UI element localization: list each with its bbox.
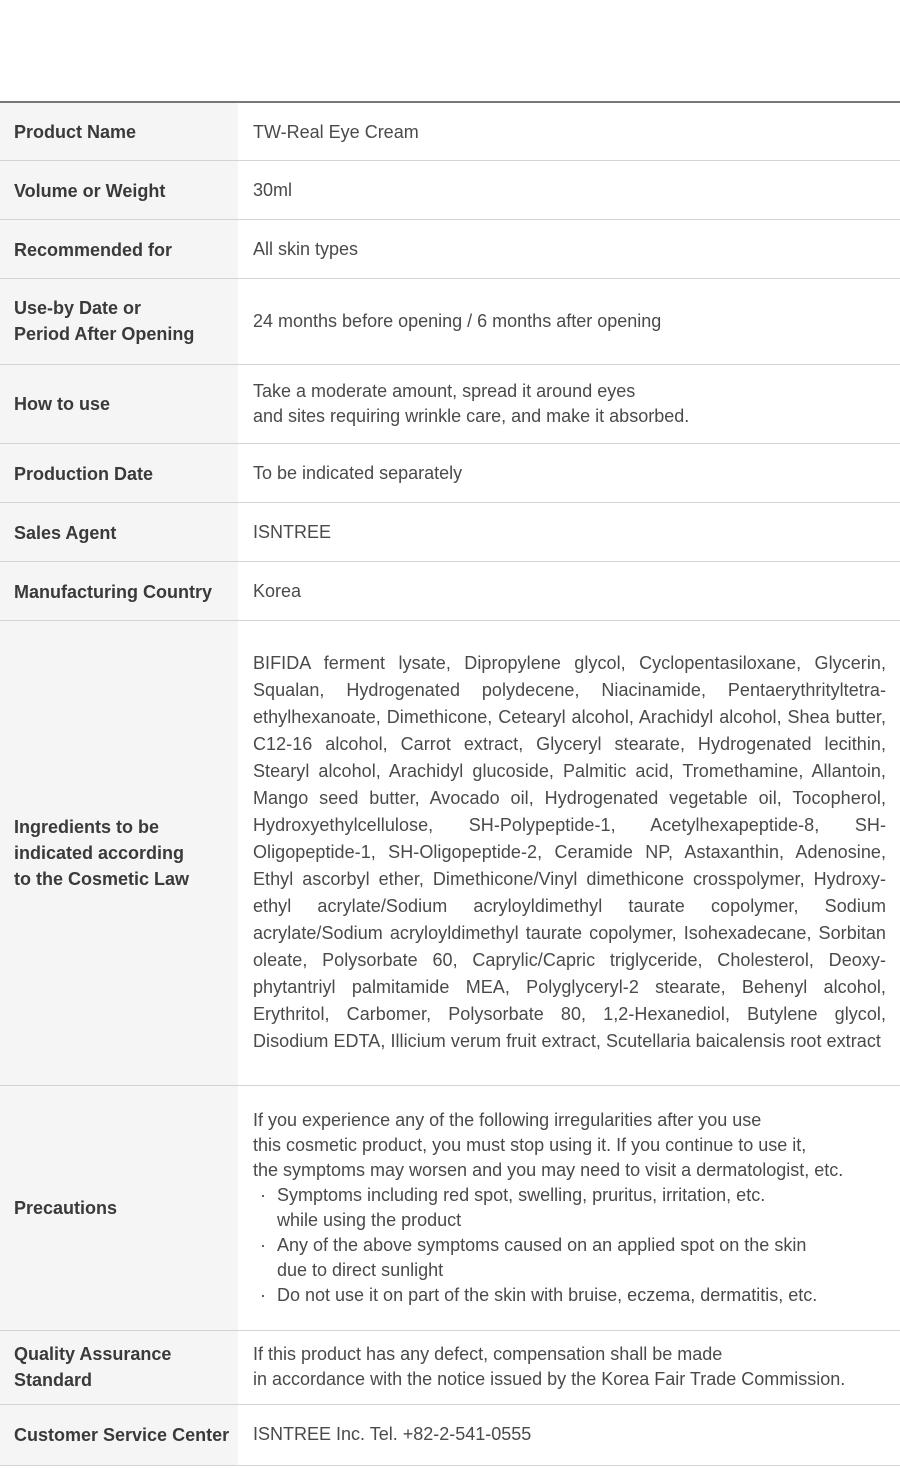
row-value xyxy=(238,1330,900,1404)
row-value: 24 months before opening / 6 months after opening xyxy=(238,278,900,364)
top-whitespace xyxy=(0,0,900,101)
table-row-sales-agent xyxy=(0,502,900,561)
row-label: Customer Service Center xyxy=(0,1404,238,1465)
precaution-bullet xyxy=(253,1233,886,1283)
row-label: Manufacturing Country xyxy=(0,561,238,620)
row-label: Product Name xyxy=(0,102,238,160)
bullet-line: Do not use it on part of the skin with bruise, eczema, dermatitis, etc. xyxy=(277,1284,818,1305)
table-row-use-by-date xyxy=(0,278,900,364)
value-line: in accordance with the notice issued by the Korea Fair Trade Commission. xyxy=(253,1369,846,1389)
row-value: Korea xyxy=(238,561,900,620)
row-label: Recommended for xyxy=(0,219,238,278)
precaution-intro-line: If you experience any of the following irregularities after you use xyxy=(253,1109,762,1130)
row-value xyxy=(238,620,900,1085)
bullet-line: due to direct sunlight xyxy=(277,1259,444,1280)
value-line: If this product has any defect, compensation shall be made xyxy=(253,1344,723,1364)
precaution-intro-line: this cosmetic product, you must stop using it. If you continue to use it, xyxy=(253,1134,807,1155)
table-row-how-to-use xyxy=(0,364,900,443)
label-line: to the Cosmetic Law xyxy=(14,868,190,889)
label-line: Period After Opening xyxy=(14,324,195,344)
label-line: Ingredients to be xyxy=(14,816,160,837)
table-row-production-date xyxy=(0,443,900,502)
row-value: ISNTREE xyxy=(238,502,900,561)
bullet-dot-icon: · xyxy=(260,1284,266,1305)
bullet-dot-icon: · xyxy=(260,1184,266,1205)
row-value: 30ml xyxy=(238,160,900,219)
row-label xyxy=(0,1330,238,1404)
row-value xyxy=(238,364,900,443)
bullet-dot-icon: · xyxy=(260,1234,266,1255)
precaution-intro-line: the symptoms may worsen and you may need to visit a dermatologist, etc. xyxy=(253,1159,844,1180)
table-row-quality-assurance xyxy=(0,1330,900,1404)
row-value: All skin types xyxy=(238,219,900,278)
table-row-volume xyxy=(0,160,900,219)
row-label xyxy=(0,620,238,1085)
bullet-line: while using the product xyxy=(277,1209,462,1230)
table-row-precautions xyxy=(0,1085,900,1330)
product-info-table xyxy=(0,101,900,1466)
label-line: Standard xyxy=(14,1370,93,1390)
bullet-line: Any of the above symptoms caused on an applied spot on the skin xyxy=(277,1234,807,1255)
row-value: ISNTREE Inc. Tel. +82-2-541-0555 xyxy=(238,1404,900,1465)
label-line: Use-by Date or xyxy=(14,298,142,318)
value-line: Take a moderate amount, spread it around eyes xyxy=(253,380,636,401)
label-line: Quality Assurance xyxy=(14,1344,172,1364)
row-value: To be indicated separately xyxy=(238,443,900,502)
table-row-ingredients xyxy=(0,620,900,1085)
row-label: Sales Agent xyxy=(0,502,238,561)
precaution-bullet xyxy=(253,1183,886,1233)
value-line: and sites requiring wrinkle care, and make it absorbed. xyxy=(253,405,690,426)
table-row-recommended-for xyxy=(0,219,900,278)
ingredients-list: BIFIDA ferment lysate, Dipropylene glycol, Cyclopentasiloxane, Glycerin, Squalan, Hydrogenated polydecene, Niacinamide, Pentaerythrityltetra-ethylhexanoate, Dimethicone, Cetearyl alcohol, Arachidyl alcohol, Shea butter, C12-16 alcohol, Carrot extract, Glyceryl stearate, Hydrogenated lecithin, Stearyl alcohol, Arachidyl glucoside, Palmitic acid, Tromethamine, Allantoin, Mango seed butter, Avocado oil, Hydrogenated vegetable oil, Tocopherol, Hydroxyethylcellulose, SH-Polypeptide-1, Acetylhexapeptide-8, SH-Oligopeptide-1, SH-Oligopeptide-2, Ceramide NP, Astaxanthin, Adenosine, Ethyl ascorbyl ether, Dimethicone/Vinyl dimethicone crosspolymer, Hydroxy-ethyl acrylate/Sodium acryloyldimethyl taurate copolymer, Sodium acrylate/Sodium acryloyldimethyl taurate copolymer, Isohexadecane, Sorbitan oleate, Polysorbate 60, Caprylic/Capric triglyceride, Cholesterol, Deoxy-phytantriyl palmitamide MEA, Polyglyceryl-2 stearate, Behenyl alcohol, Erythritol, Carbomer, Polysorbate 80, 1,2-Hexanediol, Butylene glycol, Disodium EDTA, Illicium verum fruit extract, Scutellaria baicalensis root extract xyxy=(253,653,886,1051)
row-label xyxy=(0,278,238,364)
precaution-bullet xyxy=(253,1283,886,1308)
row-label: How to use xyxy=(0,364,238,443)
label-line: indicated according xyxy=(14,842,185,863)
row-label: Precautions xyxy=(0,1085,238,1330)
row-label: Production Date xyxy=(0,443,238,502)
table-row-customer-service xyxy=(0,1404,900,1465)
bullet-line: Symptoms including red spot, swelling, pruritus, irritation, etc. xyxy=(277,1184,766,1205)
row-label: Volume or Weight xyxy=(0,160,238,219)
table-row-product-name xyxy=(0,102,900,160)
table-row-manufacturing-country xyxy=(0,561,900,620)
row-value xyxy=(238,1085,900,1330)
row-value: TW-Real Eye Cream xyxy=(238,102,900,160)
